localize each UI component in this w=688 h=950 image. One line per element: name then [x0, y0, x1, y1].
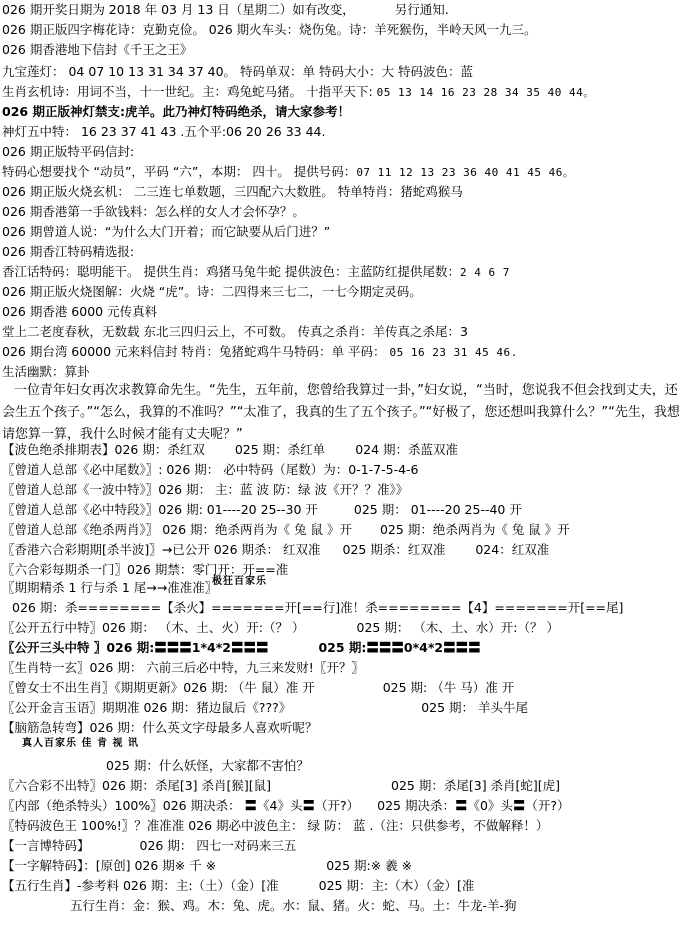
tail-numbers: 2 4 6 7: [459, 266, 510, 279]
row-golden-words: [2, 698, 686, 718]
provided-numbers: 07 11 12 13 23 36 40 41 45 46。: [356, 166, 575, 179]
line-zodiac-riddle: [2, 82, 686, 102]
humor-story: 一位青年妇女再次求教算命先生。“先生，五年前，您曾给我算过一卦，”妇女说，“当时，您说我不但会找到丈夫，还会生五个孩子。”“怎么，我算的不准吗？”“太准了，我真的生了五个孩子。”“好极了，您还想叫我算什么？”“先生，我想请您算一算，我什么时候才能有丈夫呢？”: [2, 383, 680, 442]
row-precise-kill-title: 〖期期精杀 1 行与杀 1 尾→→准准准〗: [2, 580, 218, 595]
row-one-char: [2, 856, 686, 876]
row-kill-head: [2, 796, 686, 816]
five-elements-025: 025 期： （木、土、水）开:（？ ）: [356, 620, 559, 635]
line-taiwan-letter: [2, 342, 686, 362]
line-first-hand: 026 期香港第一手欲钱料：怎么样的女人才会怀孕？。: [2, 204, 305, 219]
notice-text: 另行通知.: [394, 2, 449, 17]
row-one-wave: 〖曾道人总部《一波中特》〗026 期： 主：蓝 波 防：绿 波《开？？准》》: [2, 482, 409, 497]
one-word-026: 026 期： 四七一对码来三五: [139, 838, 297, 853]
golden-words-025: 025 期： 羊头牛尾: [421, 700, 529, 715]
xiangjiang-text: 香江话特码：聪明能干。 提供生肖：鸡猪马兔牛蛇 提供波色：主蓝防红提供尾数：: [2, 264, 460, 279]
row-lady-zodiac: [2, 678, 686, 698]
row-half-wave: [2, 540, 686, 560]
line-nine-lanterns: 九宝莲灯： 04 07 10 13 31 34 37 40。 特码单双：单 特码大小：大 特码波色：蓝: [2, 64, 473, 79]
row-zodiac-mystery: 〖生肖特一玄〗026 期： 六前三后必中特，九三来发财!〖开？〗: [2, 660, 364, 675]
kill-head-025: 025 期决杀：〓《0》头〓（开?）: [377, 798, 570, 813]
zodiac-riddle-text: 生肖玄机诗：用词不当，十一世纪。主：鸡兔蛇马猪。 十指平天下:: [2, 84, 373, 99]
wave-kill-026: 【波色绝杀排期表】026 期：杀红双: [2, 442, 205, 457]
half-wave-024: 024：红双准: [475, 542, 550, 557]
three-heads-026: 〖公开三头中特 〗026 期:〓〓〓1*4*2〓〓〓: [2, 640, 269, 655]
element-zodiac-025: 025 期：主:（木）（金）[准: [318, 878, 475, 893]
row-three-heads: [2, 638, 686, 658]
no-special-025: 025 期：杀尾[3] 杀肖[蛇][虎]: [391, 778, 561, 793]
line-underground-letter: 026 期香港地下信封《千王之王》: [2, 42, 193, 57]
five-elements-026: 〖公开五行中特〗026 期： （木、土、火）开:（？ ）: [2, 620, 305, 635]
row-five-element-zodiac: [2, 876, 686, 896]
kill-head-026: 〖内部（绝杀特头）100%〗026 期决杀： 〓《4》头〓（开?）: [2, 798, 360, 813]
special-wish-text: 特码心想要找个 “动员”，平码 “六”，本期： 四十。 提供号码：: [2, 164, 357, 179]
line-xiangjiang-detail: [2, 262, 686, 282]
row-brain-teaser-025: 025 期：什么妖怪，大家都不害怕？: [106, 758, 309, 773]
segment-025: 025 期： 01----20 25--40 开: [353, 502, 522, 517]
taiwan-numbers: 05 16 23 31 45 46.: [389, 346, 518, 359]
line-hk-fax: 026 期香港 6000 元传真料: [2, 304, 158, 319]
one-char-025: 025 期:※ 羲 ※: [326, 858, 413, 873]
row-wave-king: 〖特码波色王 100%!〗？准准准 026 期必中波色主： 绿 防： 蓝 .（注：只供参考，不做解释！）: [2, 818, 549, 833]
row-no-special: [2, 776, 686, 796]
no-special-026: 〖六合彩不出特〗026 期：杀尾[3] 杀肖[猴][鼠]: [2, 778, 272, 793]
row-two-zodiac-kill: [2, 520, 686, 540]
row-element-list: 五行生肖：金：猴、鸡。木：兔、虎。水：鼠、猪。火：蛇、马。土：牛龙-羊-狗: [70, 898, 517, 913]
wave-kill-024: 024 期：杀蓝双准: [355, 442, 459, 457]
row-must-segment: [2, 500, 686, 520]
draw-date-text: 026 期开奖日期为 2018 年 03 月 13 日（星期二）如有改变，: [2, 2, 355, 17]
segment-026: 〖曾道人总部《必中特段》〗026 期: 01----20 25--30 开: [2, 502, 318, 517]
line-lamp-ban: 026 期正版神灯禁支:虎羊。此乃神灯特码绝杀，请大家参考！: [2, 104, 350, 119]
half-wave-025: 025 期杀：红双准: [342, 542, 446, 557]
two-zodiac-026: 〖曾道人总部《绝杀两肖》〗 026 期：绝杀两肖为《 兔 鼠 》开: [2, 522, 352, 537]
row-brain-teaser: 【脑筋急转弯】026 期：什么英文字母最多人喜欢听呢？: [2, 720, 318, 735]
line-xiangjiang-title: 026 期香江特码精选报:: [2, 244, 135, 259]
row-five-elements: [2, 618, 686, 638]
line-humor-title: 生活幽默：算卦: [2, 364, 90, 379]
line-fire-mystery: 026 期正版火烧玄机： 二三连七单数题，三四配六大数胜。 特单特肖：猪蛇鸡猴马: [2, 184, 463, 199]
row-wave-color-kill: [2, 440, 686, 460]
line-lamp-five: 神灯五中特： 16 23 37 41 43 .五个平:06 20 26 33 44.: [2, 124, 326, 139]
taiwan-text: 026 期台湾 60000 元来料信封 特肖：兔猪蛇鸡牛马特码：单 平码：: [2, 344, 386, 359]
ten-finger-numbers: 05 13 14 16 23 28 34 35 40 44。: [376, 86, 595, 99]
row-one-word-bet: [2, 836, 686, 856]
line-special-wish: [2, 162, 686, 182]
one-char-026: 【一字解特码】：[原创] 026 期※ 千 ※: [2, 858, 217, 873]
three-heads-025: 025 期:〓〓〓0*4*2〓〓〓: [318, 640, 481, 655]
row-must-tail: 〖曾道人总部《必中尾数》〗: 026 期： 必中特码（尾数）为：0-1-7-5-4-6: [2, 462, 419, 477]
row-precise-kill: 026 期：杀========【杀火】=======开[==行]准！杀========【4】=======开[==尾]: [12, 600, 624, 615]
element-zodiac-026: 【五行生肖】-参考料 026 期：主:（土）（金）[准: [2, 878, 279, 893]
lady-zodiac-025: 025 期: （牛 马）准 开: [382, 680, 515, 695]
line-taoist-says: 026 期曾道人说：“为什么大门开着；而它缺要从后门进？”: [2, 224, 331, 239]
line-fax-poem: 堂上二老度春秋，无数载 东北三四归云上，不可数。 传真之杀肖：羊传真之杀尾：3: [2, 324, 468, 339]
line-draw-date: [2, 0, 686, 20]
line-plum-poem: 026 期正版四字梅花诗：克勤克俭。 026 期火车头：烧伤兔。诗：羊死猴伤，半岭天风一九三。: [2, 22, 537, 37]
watermark-stamp: 极狂百家乐: [212, 576, 267, 587]
lady-zodiac-026: 〖曾女士不出生肖〗《期期更新》026 期: （牛 鼠）准 开: [2, 680, 315, 695]
golden-words-026: 〖公开金言玉语〗期期准 026 期：猪边鼠后《???》: [2, 700, 292, 715]
row-kill-one-door: 〖六合彩每期杀一门〗026 期禁：零门开：开==准: [2, 562, 289, 577]
half-wave-026: 〖香港六合彩期期[杀半波]〗→已公开 026 期杀： 红双准: [2, 542, 321, 557]
two-zodiac-025: 025 期：绝杀两肖为《 兔 鼠 》开: [379, 522, 570, 537]
watermark-stamp-2: 真人百家乐 佳 肯 视 讯: [22, 738, 139, 749]
line-flat-letter: 026 期正版特平码信封:: [2, 144, 135, 159]
wave-kill-025: 025 期：杀红单: [234, 442, 326, 457]
one-word-title: 【一言博特码】: [2, 838, 90, 853]
line-fire-diagram: 026 期正版火烧图解：火烧 “虎”。诗：二四得来三七二，一七今期定灵码。: [2, 284, 422, 299]
